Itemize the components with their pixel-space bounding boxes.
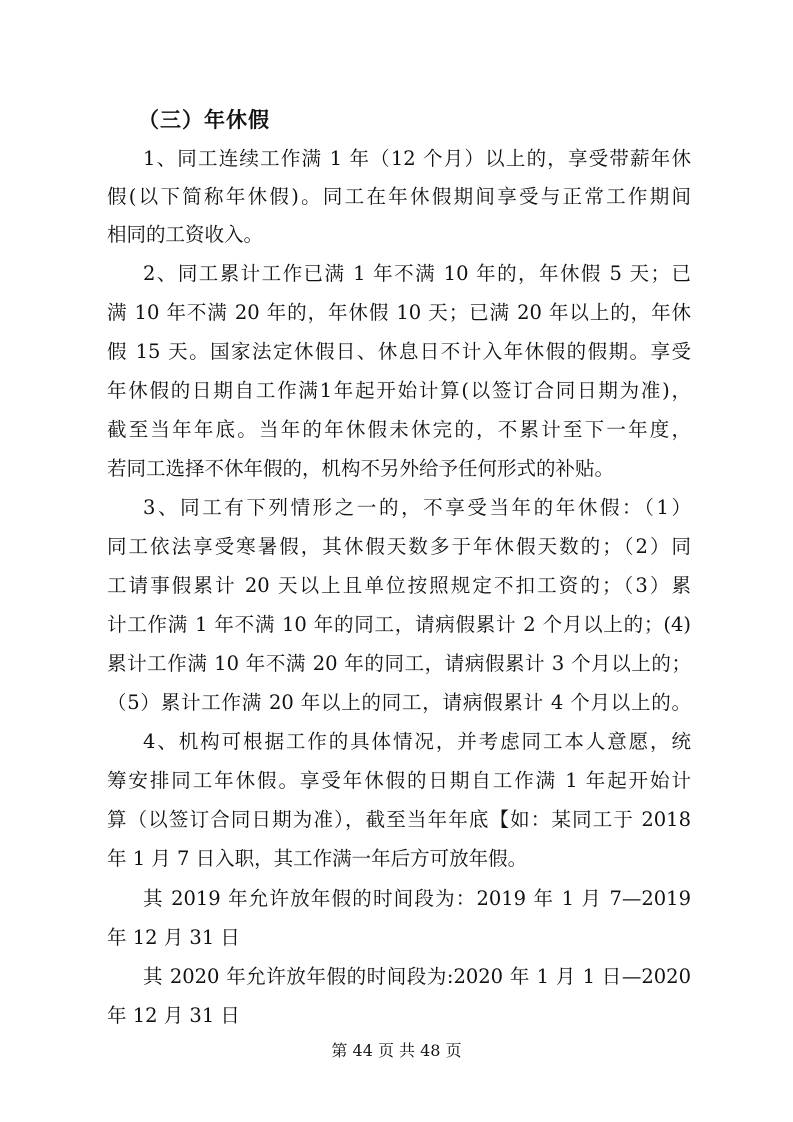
paragraph-1-line-2: 假(以下简称年休假)。同工在年休假期间享受与正常工作期间: [107, 185, 691, 208]
paragraph-2-line-2: 满 10 年不满 20 年的，年休假 10 天；已满 20 年以上的，年休: [107, 301, 691, 324]
paragraph-3-line-2: 同工依法享受寒暑假，其休假天数多于年休假天数的；（2）同: [107, 535, 691, 558]
paragraph-1-line-3: 相同的工资收入。: [107, 223, 264, 246]
paragraph-1-line-1: 1、同工连续工作满 1 年（12 个月）以上的，享受带薪年休: [143, 147, 691, 170]
paragraph-4-line-4: 年 1 月 7 日入职，其工作满一年后方可放年假。: [107, 847, 528, 870]
paragraph-4-line-3: 算（以签订合同日期为准），截至当年年底【如：某同工于 2018: [107, 808, 691, 831]
paragraph-2-line-4: 年休假的日期自工作满1年起开始计算(以签订合同日期为准)，: [107, 379, 691, 402]
paragraph-5-line-1: 其 2019 年允许放年假的时间段为：2019 年 1 月 7—2019: [143, 887, 691, 910]
paragraph-3-line-1: 3、同工有下列情形之一的，不享受当年的年休假：（1）: [143, 496, 691, 519]
paragraph-3-line-3: 工请事假累计 20 天以上且单位按照规定不扣工资的；（3）累: [107, 574, 691, 597]
paragraph-4-line-2: 筹安排同工年休假。享受年休假的日期自工作满 1 年起开始计: [107, 769, 691, 792]
paragraph-5-line-2: 年 12 月 31 日: [107, 926, 240, 949]
paragraph-2-line-1: 2、同工累计工作已满 1 年不满 10 年的，年休假 5 天；已: [143, 262, 691, 285]
paragraph-4-line-1: 4、机构可根据工作的具体情况，并考虑同工本人意愿，统: [143, 730, 691, 753]
paragraph-2-line-6: 若同工选择不休年假的，机构不另外给予任何形式的补贴。: [107, 457, 615, 480]
page-number-footer: 第 44 页 共 48 页: [331, 1041, 462, 1060]
paragraph-2-line-3: 假 15 天。国家法定休假日、休息日不计入年休假的假期。享受: [107, 340, 691, 363]
section-heading: （三）年休假: [138, 107, 270, 132]
paragraph-6-line-2: 年 12 月 31 日: [107, 1004, 240, 1027]
paragraph-3-line-5: 累计工作满 10 年不满 20 年的同工，请病假累计 3 个月以上的；: [107, 652, 691, 675]
paragraph-3-line-4: 计工作满 1 年不满 10 年的同工，请病假累计 2 个月以上的；(4): [107, 613, 691, 636]
paragraph-6-line-1: 其 2020 年允许放年假的时间段为:2020 年 1 月 1 日—2020: [143, 965, 691, 988]
paragraph-3-line-6: （5）累计工作满 20 年以上的同工，请病假累计 4 个月以上的。: [107, 691, 691, 714]
paragraph-2-line-5: 截至当年年底。当年的年休假未休完的，不累计至下一年度，: [107, 418, 691, 441]
